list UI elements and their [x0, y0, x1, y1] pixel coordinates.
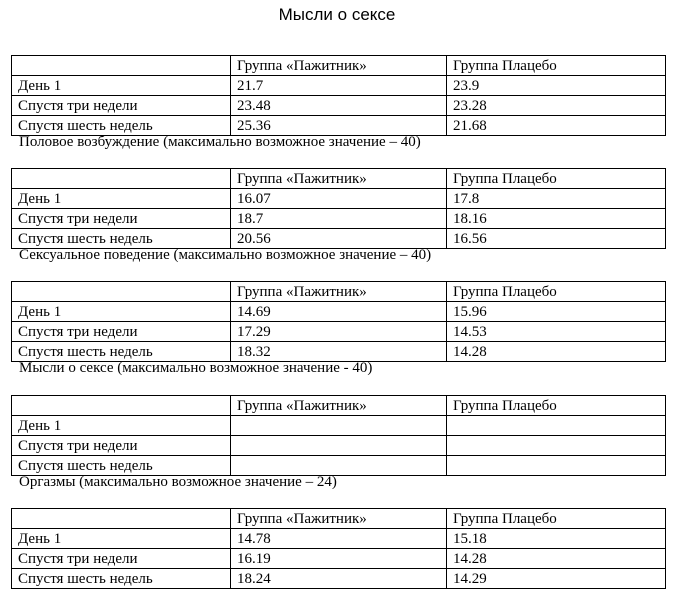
placebo-value: 14.28 [447, 342, 666, 362]
header-cell-placebo-group: Группа Плацебо [447, 396, 666, 416]
row-label: Спустя шесть недель [12, 456, 231, 476]
table-row [12, 209, 666, 229]
row-label: День 1 [12, 76, 231, 96]
data-table-3 [11, 281, 666, 362]
table-header-row [12, 509, 666, 529]
row-label: Спустя три недели [12, 549, 231, 569]
table-header-row [12, 56, 666, 76]
table-row [12, 436, 666, 456]
fenugreek-value: 23.48 [231, 96, 447, 116]
row-label: День 1 [12, 416, 231, 436]
placebo-value: 14.53 [447, 322, 666, 342]
header-cell-empty [12, 282, 231, 302]
row-label: День 1 [12, 302, 231, 322]
data-table-4 [11, 395, 666, 476]
fenugreek-value [231, 436, 447, 456]
header-cell-empty [12, 396, 231, 416]
row-label: Спустя шесть недель [12, 569, 231, 589]
placebo-value: 17.8 [447, 189, 666, 209]
placebo-value [447, 436, 666, 456]
row-label: Спустя шесть недель [12, 342, 231, 362]
table-row [12, 322, 666, 342]
page-title: Мысли о сексе [278, 5, 396, 24]
header-cell-fenugreek-group: Группа «Пажитник» [231, 282, 447, 302]
placebo-value: 23.9 [447, 76, 666, 96]
table-header-row [12, 282, 666, 302]
row-label: Спустя шесть недель [12, 229, 231, 249]
header-cell-fenugreek-group: Группа «Пажитник» [231, 169, 447, 189]
fenugreek-value: 17.29 [231, 322, 447, 342]
placebo-value: 23.28 [447, 96, 666, 116]
placebo-value: 15.18 [447, 529, 666, 549]
row-label: Спустя три недели [12, 209, 231, 229]
row-label: Спустя три недели [12, 96, 231, 116]
data-table-1 [11, 55, 666, 136]
table-caption: Мысли о сексе (максимально возможное значение - 40) [19, 360, 373, 376]
table-caption: Сексуальное поведение (максимально возможное значение – 40) [19, 247, 432, 263]
row-label: Спустя три недели [12, 322, 231, 342]
table-caption: Половое возбуждение (максимально возможное значение – 40) [19, 134, 421, 150]
fenugreek-value: 16.19 [231, 549, 447, 569]
header-cell-placebo-group: Группа Плацебо [447, 282, 666, 302]
header-cell-fenugreek-group: Группа «Пажитник» [231, 509, 447, 529]
table-row [12, 569, 666, 589]
placebo-value: 21.68 [447, 116, 666, 136]
placebo-value [447, 416, 666, 436]
header-cell-empty [12, 56, 231, 76]
fenugreek-value [231, 416, 447, 436]
table-caption: Оргазмы (максимально возможное значение – 24) [19, 474, 337, 490]
table-row [12, 76, 666, 96]
table-row [12, 96, 666, 116]
data-table-5 [11, 508, 666, 589]
header-cell-empty [12, 169, 231, 189]
fenugreek-value: 14.78 [231, 529, 447, 549]
table-row [12, 416, 666, 436]
placebo-value: 14.29 [447, 569, 666, 589]
table-row [12, 189, 666, 209]
header-cell-placebo-group: Группа Плацебо [447, 56, 666, 76]
data-table-2 [11, 168, 666, 249]
header-cell-placebo-group: Группа Плацебо [447, 509, 666, 529]
header-cell-fenugreek-group: Группа «Пажитник» [231, 396, 447, 416]
placebo-value: 18.16 [447, 209, 666, 229]
header-cell-empty [12, 509, 231, 529]
table-row [12, 529, 666, 549]
fenugreek-value: 18.7 [231, 209, 447, 229]
placebo-value: 16.56 [447, 229, 666, 249]
fenugreek-value: 16.07 [231, 189, 447, 209]
fenugreek-value: 18.32 [231, 342, 447, 362]
placebo-value [447, 456, 666, 476]
table-header-row [12, 396, 666, 416]
row-label: Спустя три недели [12, 436, 231, 456]
table-row [12, 549, 666, 569]
table-row [12, 302, 666, 322]
fenugreek-value: 21.7 [231, 76, 447, 96]
row-label: День 1 [12, 529, 231, 549]
table-header-row [12, 169, 666, 189]
placebo-value: 14.28 [447, 549, 666, 569]
fenugreek-value: 20.56 [231, 229, 447, 249]
row-label: Спустя шесть недель [12, 116, 231, 136]
fenugreek-value: 14.69 [231, 302, 447, 322]
row-label: День 1 [12, 189, 231, 209]
header-cell-placebo-group: Группа Плацебо [447, 169, 666, 189]
header-cell-fenugreek-group: Группа «Пажитник» [231, 56, 447, 76]
placebo-value: 15.96 [447, 302, 666, 322]
fenugreek-value: 18.24 [231, 569, 447, 589]
fenugreek-value: 25.36 [231, 116, 447, 136]
